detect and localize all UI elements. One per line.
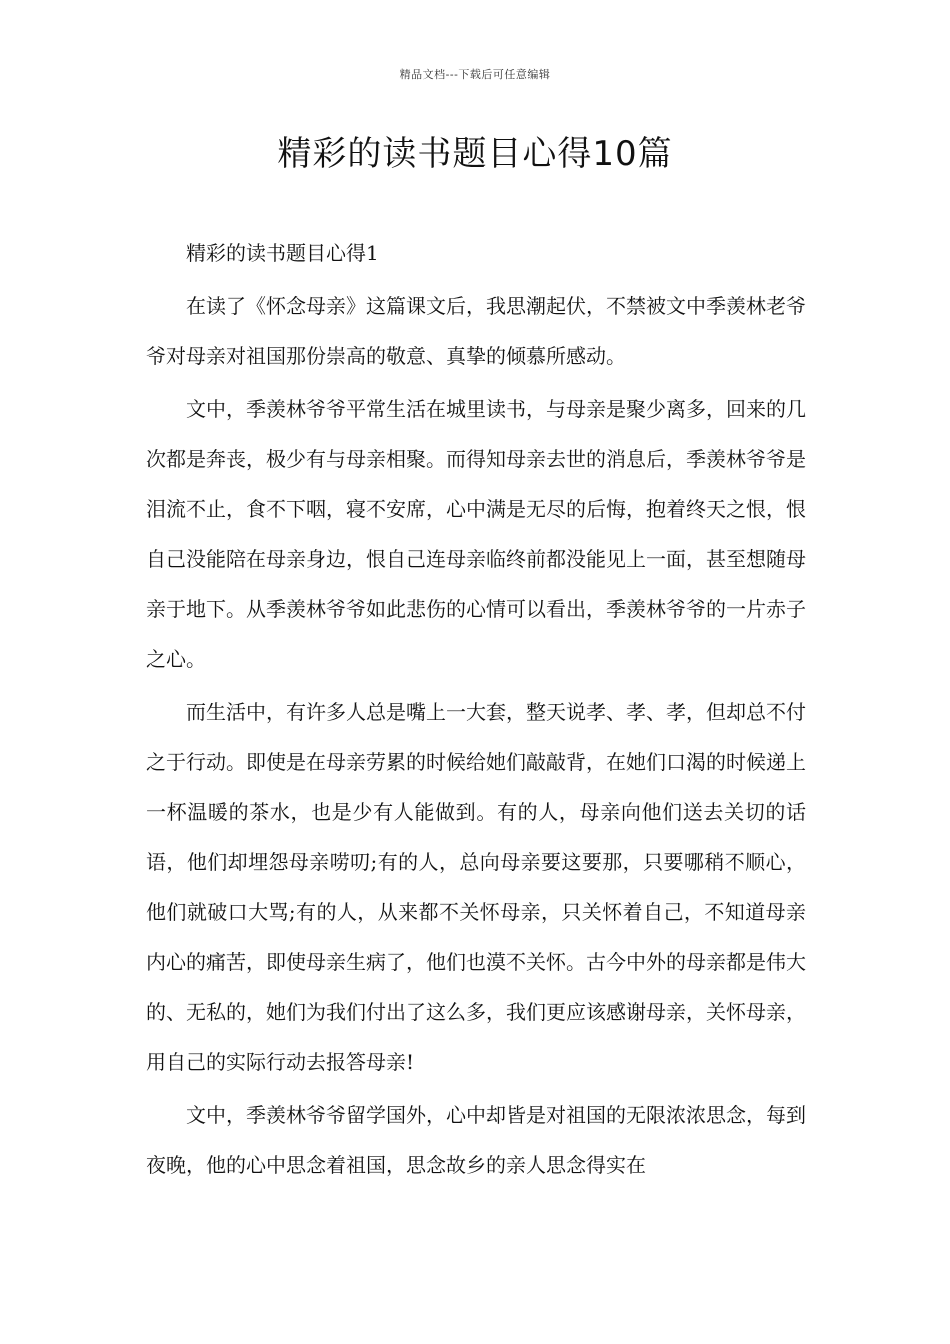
document-body xyxy=(146,228,806,1193)
paragraph-1: 在读了《怀念母亲》这篇课文后，我思潮起伏，不禁被文中季羡林老爷爷对母亲对祖国那份崇高的敬意、真挚的倾慕所感动。 xyxy=(146,294,806,368)
paragraph-subtitle: 精彩的读书题目心得1 xyxy=(186,241,379,265)
paragraph-4: 文中，季羡林爷爷留学国外，心中却皆是对祖国的无限浓浓思念，每到夜晚，他的心中思念着祖国，思念故乡的亲人思念得实在 xyxy=(146,1103,806,1177)
paragraph-2: 文中，季羡林爷爷平常生活在城里读书，与母亲是聚少离多，回来的几次都是奔丧，极少有与母亲相聚。而得知母亲去世的消息后，季羡林爷爷是泪流不止，食不下咽，寝不安席，心中满是无尽的后悔，抱着终天之恨，恨自己没能陪在母亲身边，恨自己连母亲临终前都没能见上一面，甚至想随母亲于地下。从季羡林爷爷如此悲伤的心情可以看出，季羡林爷爷的一片赤子之心。 xyxy=(146,397,806,671)
paragraph-3: 而生活中，有许多人总是嘴上一大套，整天说孝、孝、孝，但却总不付之于行动。即使是在母亲劳累的时候给她们敲敲背，在她们口渴的时候递上一杯温暖的茶水，也是少有人能做到。有的人，母亲向他们送去关切的话语，他们却埋怨母亲唠叨;有的人，总向母亲要这要那，只要哪稍不顺心，他们就破口大骂;有的人，从来都不关怀母亲，只关怀着自己，不知道母亲内心的痛苦，即使母亲生病了，他们也漠不关怀。古今中外的母亲都是伟大的、无私的，她们为我们付出了这么多，我们更应该感谢母亲，关怀母亲，用自己的实际行动去报答母亲! xyxy=(146,700,806,1074)
document-title: 精彩的读书题目心得10篇 xyxy=(277,134,673,174)
header-note: 精品文档---下载后可任意编辑 xyxy=(399,68,551,81)
